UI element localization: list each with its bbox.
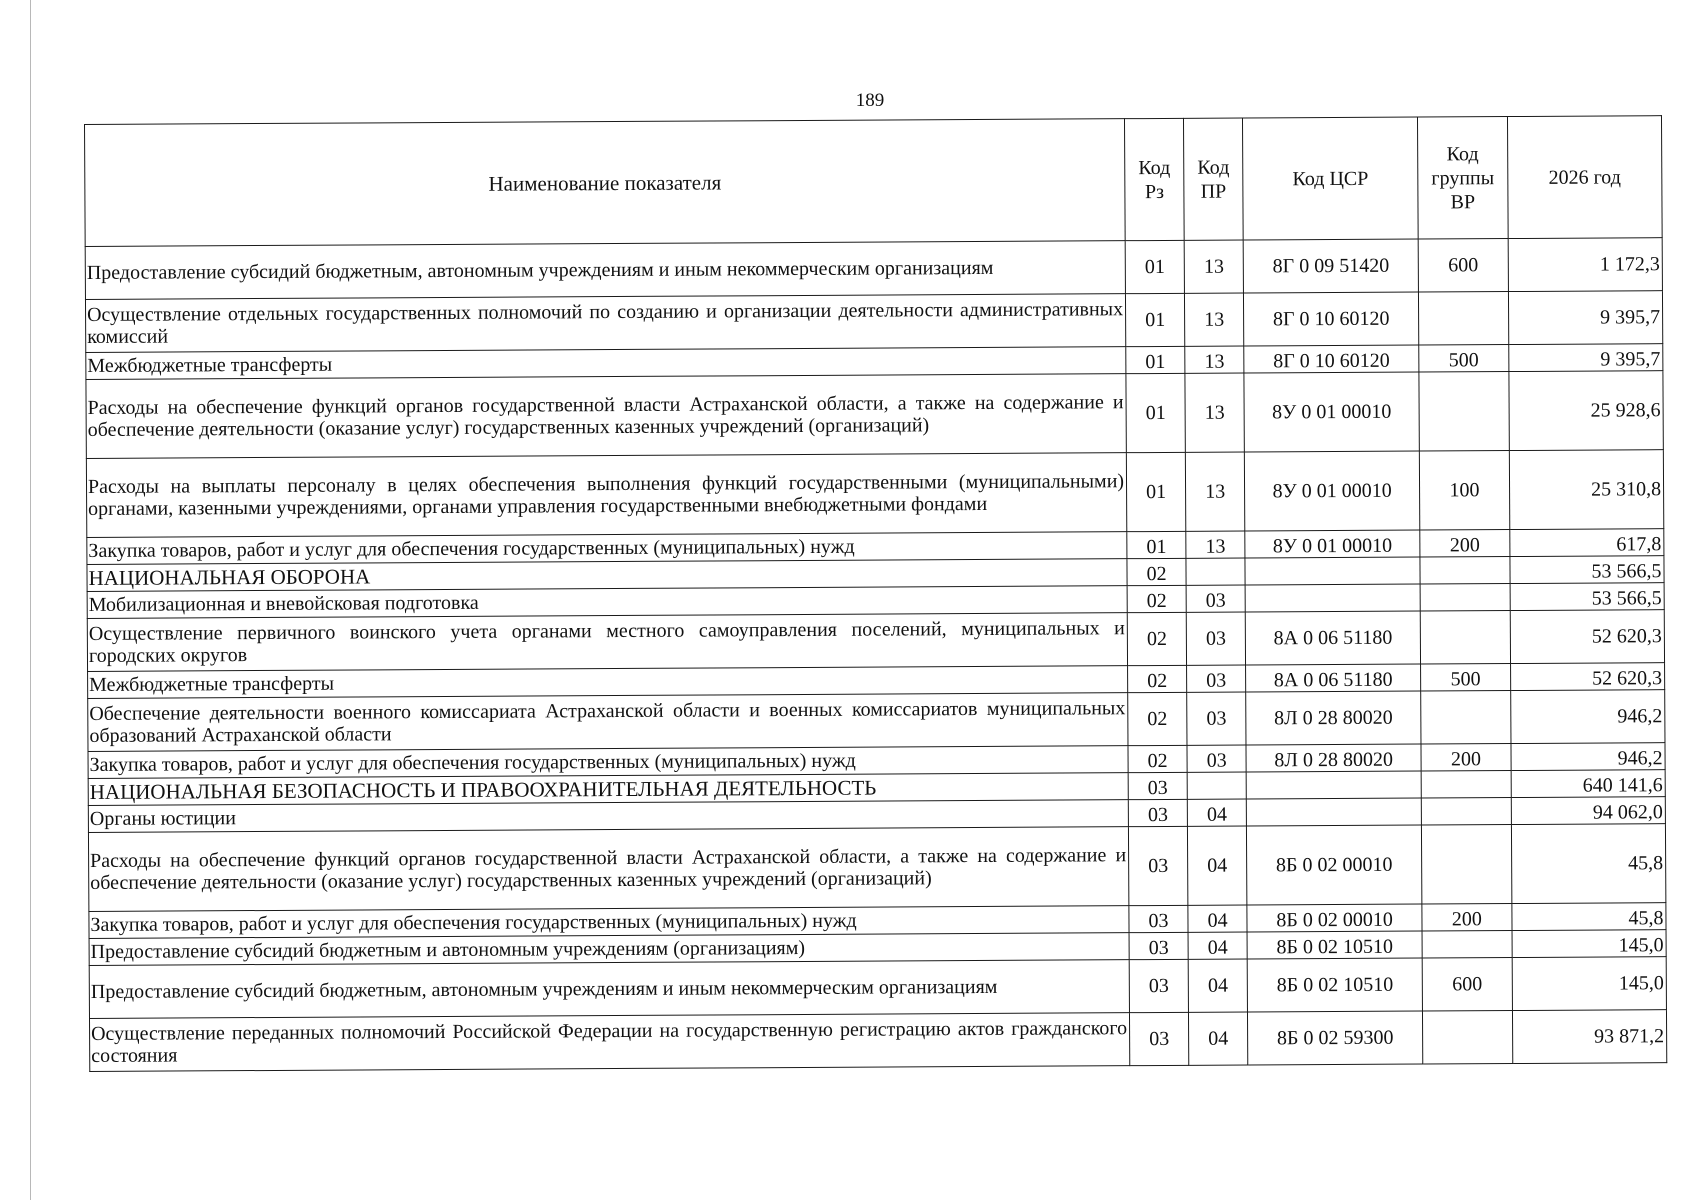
row-name: НАЦИОНАЛЬНАЯ БЕЗОПАСНОСТЬ И ПРАВООХРАНИТЕЛЬНАЯ ДЕЯТЕЛЬНОСТЬ	[88, 773, 1128, 806]
row-pr: 03	[1187, 665, 1246, 692]
row-amount: 145,0	[1512, 930, 1666, 958]
row-pr: 13	[1186, 531, 1245, 558]
row-amount: 640 141,6	[1511, 770, 1665, 798]
row-amount: 45,8	[1511, 824, 1666, 904]
row-name: Органы юстиции	[88, 800, 1128, 833]
row-rz: 01	[1125, 240, 1184, 293]
row-rz: 03	[1128, 826, 1187, 905]
row-name: Закупка товаров, работ и услуг для обеспечения государственных (муниципальных) нужд	[87, 532, 1127, 565]
row-csr: 8Б 0 02 10510	[1247, 958, 1422, 1012]
row-csr: 8Б 0 02 00010	[1247, 825, 1422, 905]
row-pr: 03	[1186, 612, 1245, 665]
row-pr: 04	[1188, 959, 1247, 1012]
header-name: Наименование показателя	[85, 119, 1126, 247]
row-csr	[1246, 771, 1421, 799]
row-name: Обеспечение деятельности военного комиссариата Астраханской области и военных комиссариатов муниципальных образований Астраханской области	[88, 693, 1128, 752]
row-vr	[1420, 584, 1510, 612]
page-number: 189	[855, 90, 885, 111]
row-vr	[1422, 931, 1512, 959]
row-amount: 9 395,7	[1508, 291, 1663, 345]
row-rz: 02	[1128, 692, 1187, 745]
row-vr: 200	[1421, 744, 1511, 772]
row-amount: 145,0	[1512, 957, 1667, 1011]
row-csr: 8У 0 01 00010	[1244, 451, 1419, 531]
row-rz: 02	[1128, 745, 1187, 772]
row-name: Закупка товаров, работ и услуг для обеспечения государственных (муниципальных) нужд	[89, 906, 1129, 939]
header-row	[85, 116, 1663, 247]
table-header	[85, 116, 1663, 247]
table-row	[88, 824, 1665, 912]
row-name: Предоставление субсидий бюджетным, автономным учреждениям и иным некоммерческим организациям	[85, 241, 1125, 300]
row-csr: 8Б 0 02 59300	[1248, 1011, 1423, 1065]
row-amount: 94 062,0	[1511, 797, 1665, 825]
row-vr	[1420, 611, 1510, 665]
row-vr: 500	[1419, 345, 1509, 373]
budget-table	[84, 115, 1667, 1072]
row-rz: 01	[1126, 452, 1185, 531]
row-rz: 01	[1126, 373, 1185, 452]
row-amount: 53 566,5	[1510, 556, 1664, 584]
row-pr: 04	[1187, 799, 1246, 826]
row-name: Осуществление первичного воинского учета органами местного самоуправления поселений, муниципальных и городских округов	[87, 613, 1127, 672]
row-amount: 25 310,8	[1509, 450, 1664, 530]
table-row	[88, 690, 1665, 752]
row-csr: 8Л 0 28 80020	[1246, 744, 1421, 772]
row-csr: 8А 0 06 51180	[1245, 611, 1420, 665]
row-rz: 03	[1129, 932, 1188, 959]
row-rz: 02	[1127, 585, 1186, 612]
row-vr	[1421, 691, 1511, 745]
row-vr	[1420, 557, 1510, 585]
row-amount: 45,8	[1512, 903, 1666, 931]
row-vr: 500	[1421, 664, 1511, 692]
row-rz: 01	[1127, 531, 1186, 558]
row-name: Закупка товаров, работ и услуг для обеспечения государственных (муниципальных) нужд	[88, 746, 1128, 779]
row-amount: 52 620,3	[1510, 663, 1664, 691]
header-rz: Код Рз	[1125, 118, 1185, 240]
row-pr: 03	[1187, 745, 1246, 772]
row-csr	[1246, 798, 1421, 826]
table-body	[85, 238, 1667, 1072]
table-row	[85, 238, 1662, 300]
row-name: Осуществление переданных полномочий Российской Федерации на государственную регистрацию актов гражданского состояния	[89, 1013, 1129, 1072]
row-vr	[1421, 771, 1511, 799]
row-pr: 03	[1187, 692, 1246, 745]
row-name: Мобилизационная и вневойсковая подготовка	[87, 586, 1127, 619]
row-amount: 946,2	[1510, 690, 1665, 744]
row-rz: 03	[1130, 1012, 1189, 1065]
row-amount: 52 620,3	[1510, 610, 1665, 664]
row-name: Предоставление субсидий бюджетным и автономным учреждениям (организациям)	[89, 933, 1129, 966]
row-pr: 03	[1186, 585, 1245, 612]
row-vr	[1419, 292, 1509, 346]
table-row	[89, 957, 1666, 1019]
table-row	[87, 610, 1664, 672]
row-amount: 93 871,2	[1512, 1010, 1667, 1064]
table-row	[85, 291, 1662, 353]
row-rz: 02	[1127, 612, 1186, 665]
row-pr: 13	[1184, 240, 1243, 293]
header-year: 2026 год	[1507, 116, 1662, 239]
row-pr	[1187, 772, 1246, 799]
row-pr: 13	[1185, 346, 1244, 373]
budget-table-sheet	[84, 115, 1667, 1072]
row-name: Межбюджетные трансферты	[88, 666, 1128, 699]
row-csr: 8Г 0 09 51420	[1243, 239, 1418, 293]
row-csr	[1245, 557, 1420, 585]
table-row	[86, 450, 1663, 538]
row-rz: 01	[1126, 346, 1185, 373]
row-vr: 100	[1419, 451, 1509, 530]
row-vr	[1421, 798, 1511, 826]
table-row	[89, 1010, 1666, 1072]
row-amount: 1 172,3	[1508, 238, 1663, 292]
row-csr: 8Г 0 10 60120	[1244, 292, 1419, 346]
row-vr	[1422, 825, 1512, 904]
row-rz: 03	[1128, 772, 1187, 799]
row-name: Расходы на выплаты персоналу в целях обеспечения выполнения функций государственными (муниципальными) органами, казенными учреждениями, органами управления государственными внебюджетными фондами	[86, 453, 1126, 538]
row-csr: 8У 0 01 00010	[1245, 530, 1420, 558]
row-csr: 8У 0 01 00010	[1244, 372, 1419, 452]
row-pr: 13	[1185, 452, 1244, 531]
row-rz: 02	[1128, 665, 1187, 692]
row-name: Осуществление отдельных государственных полномочий по созданию и организации деятельности административных комиссий	[85, 294, 1125, 353]
row-amount: 25 928,6	[1509, 371, 1664, 451]
row-pr: 04	[1188, 826, 1247, 905]
row-vr: 600	[1418, 239, 1508, 292]
row-csr: 8Л 0 28 80020	[1246, 691, 1421, 745]
row-vr	[1419, 372, 1509, 451]
header-csr: Код ЦСР	[1243, 117, 1419, 240]
row-amount: 946,2	[1511, 743, 1665, 771]
header-pr: Код ПР	[1184, 118, 1244, 240]
row-vr: 600	[1422, 958, 1512, 1012]
row-pr: 13	[1185, 293, 1244, 346]
row-name: Межбюджетные трансферты	[86, 347, 1126, 380]
row-pr: 04	[1189, 1012, 1248, 1065]
row-name: Предоставление субсидий бюджетным, автономным учреждениям и иным некоммерческим организациям	[89, 960, 1129, 1019]
row-csr: 8Г 0 10 60120	[1244, 345, 1419, 373]
row-csr: 8Б 0 02 10510	[1247, 931, 1422, 959]
row-rz: 01	[1125, 293, 1184, 346]
row-vr: 200	[1420, 530, 1510, 558]
row-vr: 200	[1422, 904, 1512, 932]
row-amount: 9 395,7	[1509, 344, 1663, 372]
row-csr: 8Б 0 02 00010	[1247, 904, 1422, 932]
row-csr: 8А 0 06 51180	[1246, 664, 1421, 692]
row-rz: 03	[1129, 959, 1188, 1012]
row-csr	[1245, 584, 1420, 612]
row-rz: 02	[1127, 558, 1186, 585]
row-vr	[1423, 1011, 1513, 1065]
row-pr	[1186, 558, 1245, 585]
table-row	[86, 371, 1663, 459]
row-pr: 13	[1185, 373, 1244, 452]
row-name: НАЦИОНАЛЬНАЯ ОБОРОНА	[87, 559, 1127, 592]
row-amount: 617,8	[1510, 529, 1664, 557]
row-pr: 04	[1188, 905, 1247, 932]
row-amount: 53 566,5	[1510, 583, 1664, 611]
row-name: Расходы на обеспечение функций органов государственной власти Астраханской области, а также на содержание и обеспечение деятельности (оказание услуг) государственных казенных учреждений (организаций)	[88, 827, 1128, 912]
row-pr: 04	[1188, 932, 1247, 959]
header-vr: Код группы ВР	[1418, 117, 1508, 239]
row-rz: 03	[1129, 905, 1188, 932]
row-name: Расходы на обеспечение функций органов государственной власти Астраханской области, а также на содержание и обеспечение деятельности (оказание услуг) государственных казенных учреждений (организаций)	[86, 374, 1126, 459]
row-rz: 03	[1128, 799, 1187, 826]
scan-margin-line	[30, 0, 31, 1200]
